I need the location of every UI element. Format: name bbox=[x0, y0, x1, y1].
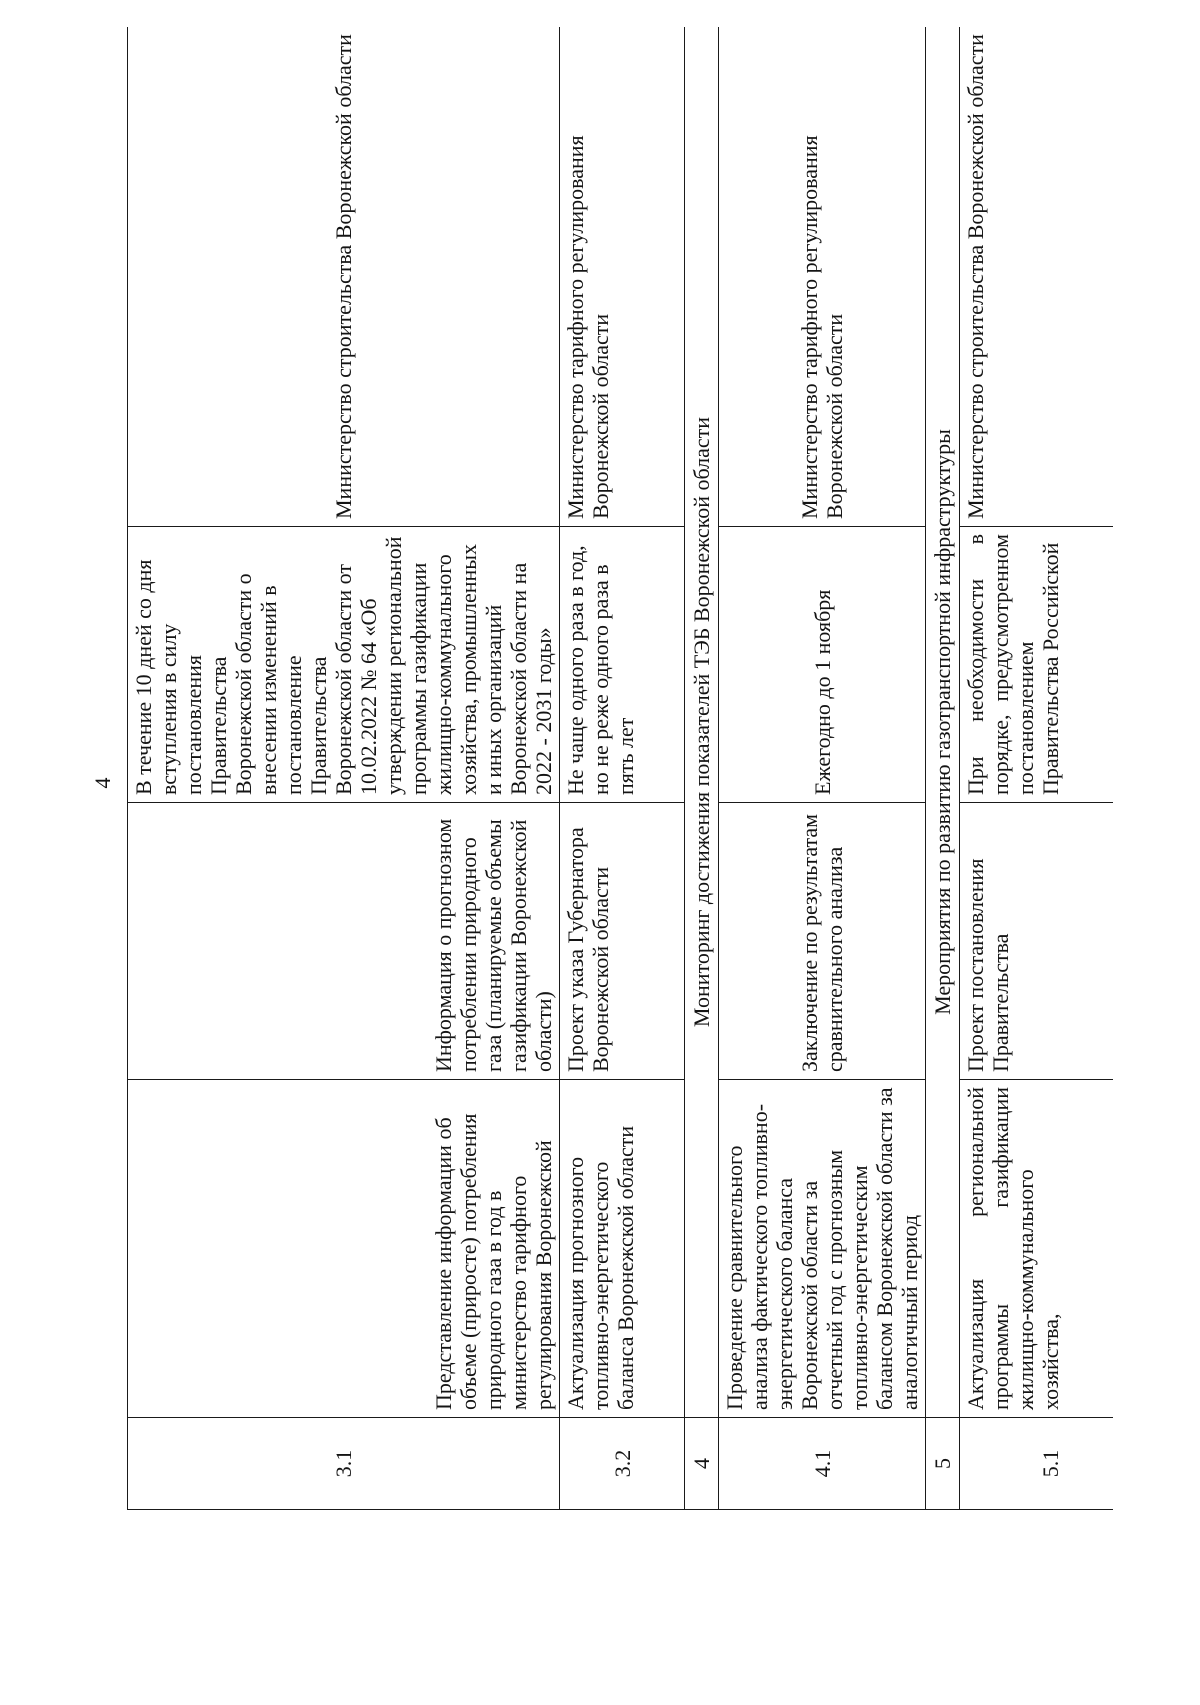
section-number: 4 bbox=[685, 1418, 719, 1510]
event-cell: Актуализация региональной программы газификации жилищно-коммунального хозяйства, bbox=[960, 1080, 1114, 1418]
events-table bbox=[127, 27, 1113, 1510]
table-row-3-2 bbox=[560, 27, 685, 1510]
rotated-table-viewport bbox=[127, 27, 1113, 1510]
table-row-3-1 bbox=[128, 27, 560, 1510]
table-row-5-1 bbox=[960, 27, 1114, 1510]
event-cell: Проведение сравнительного анализа фактического топливно-энергетического баланса Воронежской области за отчетный год с прогнозным топливно-энергетическим балансом Воронежской области за аналогичный период bbox=[719, 1080, 926, 1418]
page-number: 4 bbox=[90, 777, 115, 789]
table-row-4-1 bbox=[719, 27, 926, 1510]
responsible-cell: Министерство тарифного регулирования Воронежской области bbox=[719, 27, 926, 527]
document-cell: Проект постановления Правительства bbox=[960, 803, 1114, 1080]
row-number: 3.2 bbox=[560, 1418, 685, 1510]
row-number: 4.1 bbox=[719, 1418, 926, 1510]
term-cell: При необходимости в порядке, предусмотренном постановлением Правительства Российской bbox=[960, 527, 1114, 803]
section-title: Мониторинг достижения показателей ТЭБ Воронежской области bbox=[685, 27, 719, 1418]
event-cell: Актуализация прогнозного топливно-энергетического баланса Воронежской области bbox=[560, 1080, 685, 1418]
responsible-cell: Министерство тарифного регулирования Воронежской области bbox=[560, 27, 685, 527]
term-cell: Не чаще одного раза в год, но не реже одного раза в пять лет bbox=[560, 527, 685, 803]
row-number: 5.1 bbox=[960, 1418, 1114, 1510]
term-cell: Ежегодно до 1 ноября bbox=[719, 527, 926, 803]
rotated-table-container bbox=[127, 27, 1113, 1510]
responsible-cell: Министерство строительства Воронежской области bbox=[960, 27, 1114, 527]
document-cell: Информация о прогнозном потреблении природного газа (планируемые объемы газификации Воронежской области) bbox=[128, 803, 560, 1080]
section-row-4 bbox=[685, 27, 719, 1510]
responsible-cell: Министерство строительства Воронежской области bbox=[128, 27, 560, 527]
row-number: 3.1 bbox=[128, 1418, 560, 1510]
section-row-5 bbox=[926, 27, 960, 1510]
event-cell: Представление информации об объеме (приросте) потребления природного газа в год в министерство тарифного регулирования Воронежской bbox=[128, 1080, 560, 1418]
section-title: Мероприятия по развитию газотранспортной инфраструктуры bbox=[926, 27, 960, 1418]
term-cell: В течение 10 дней со дня вступления в силу постановления Правительства Воронежской области о внесении изменений в постановление Правительства Воронежской области от 10.02.2022 № 64 «Об утверждении региональной программы газификации жилищно-коммунального хозяйства, промышленных и иных организаций Воронежской области на 2022 - 2031 годы» bbox=[128, 527, 560, 803]
document-cell: Проект указа Губернатора Воронежской области bbox=[560, 803, 685, 1080]
document-cell: Заключение по результатам сравнительного анализа bbox=[719, 803, 926, 1080]
section-number: 5 bbox=[926, 1418, 960, 1510]
